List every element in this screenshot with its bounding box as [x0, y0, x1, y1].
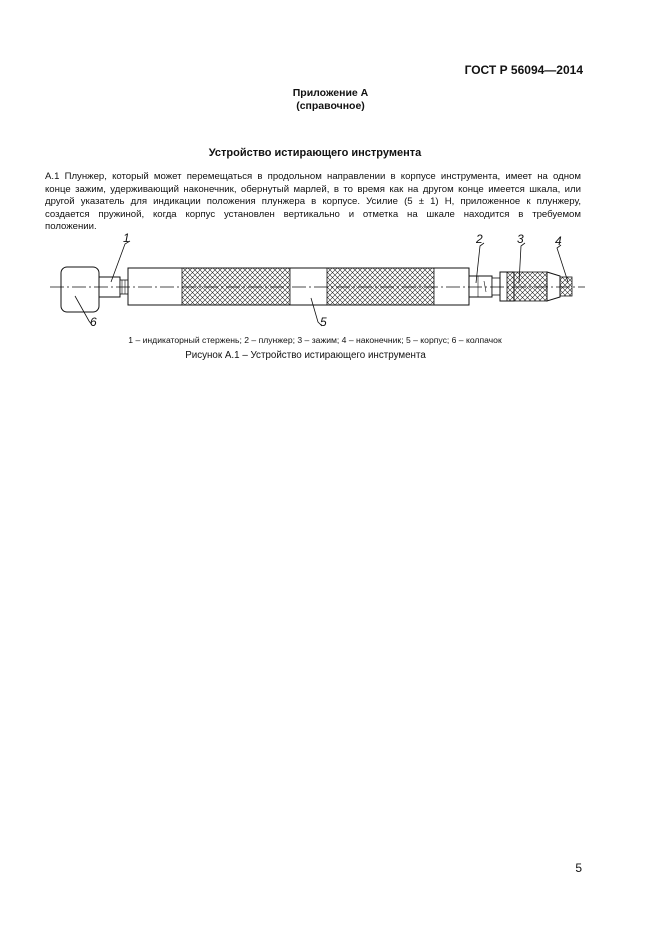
paragraph-line: другой указатель для индикации положения плунжера в корпусе. Усилие (5 ± 1) Н, приложенное к плунжеру,	[45, 196, 581, 208]
callout-4: 4	[555, 234, 562, 248]
callout-2: 2	[476, 232, 483, 246]
callout-5: 5	[320, 315, 327, 329]
paragraph-a1	[45, 171, 581, 234]
body-grip-right	[327, 268, 434, 305]
paragraph-line: создается пружиной, когда корпус установлен вертикально и отметка на шкале находится в требуемом	[45, 208, 581, 220]
instrument-drawing	[0, 228, 661, 333]
paragraph-line: положении.	[45, 221, 97, 233]
paragraph-line: А.1 Плунжер, который может перемещаться в продольном направлении в корпусе инструмента, имеет на одном	[45, 171, 581, 182]
callout-3: 3	[517, 232, 524, 246]
annex-status: (справочное)	[296, 100, 365, 112]
page-number: 5	[575, 861, 582, 875]
annex-heading	[0, 87, 661, 113]
annex-title: Приложение А	[292, 87, 369, 99]
tip	[560, 277, 572, 296]
standard-number: ГОСТ Р 56094—2014	[464, 63, 583, 77]
body-grip-left	[182, 268, 290, 305]
section-title: Устройство истирающего инструмента	[208, 147, 422, 159]
figure-legend: 1 – индикаторный стержень; 2 – плунжер; 3 – зажим; 4 – наконечник; 5 – корпус; 6 – колпачок	[128, 335, 502, 345]
leader-1	[111, 241, 130, 282]
figure-caption: Рисунок А.1 – Устройство истирающего инструмента	[185, 350, 426, 361]
paragraph-line: конце зажим, удерживающий наконечник, обернутый марлей, в то время как на другом конце имеется шкала, или	[45, 183, 581, 195]
clamp-grip	[507, 272, 547, 301]
plunger	[469, 276, 492, 297]
callout-6: 6	[90, 315, 97, 329]
callout-1: 1	[123, 231, 130, 245]
